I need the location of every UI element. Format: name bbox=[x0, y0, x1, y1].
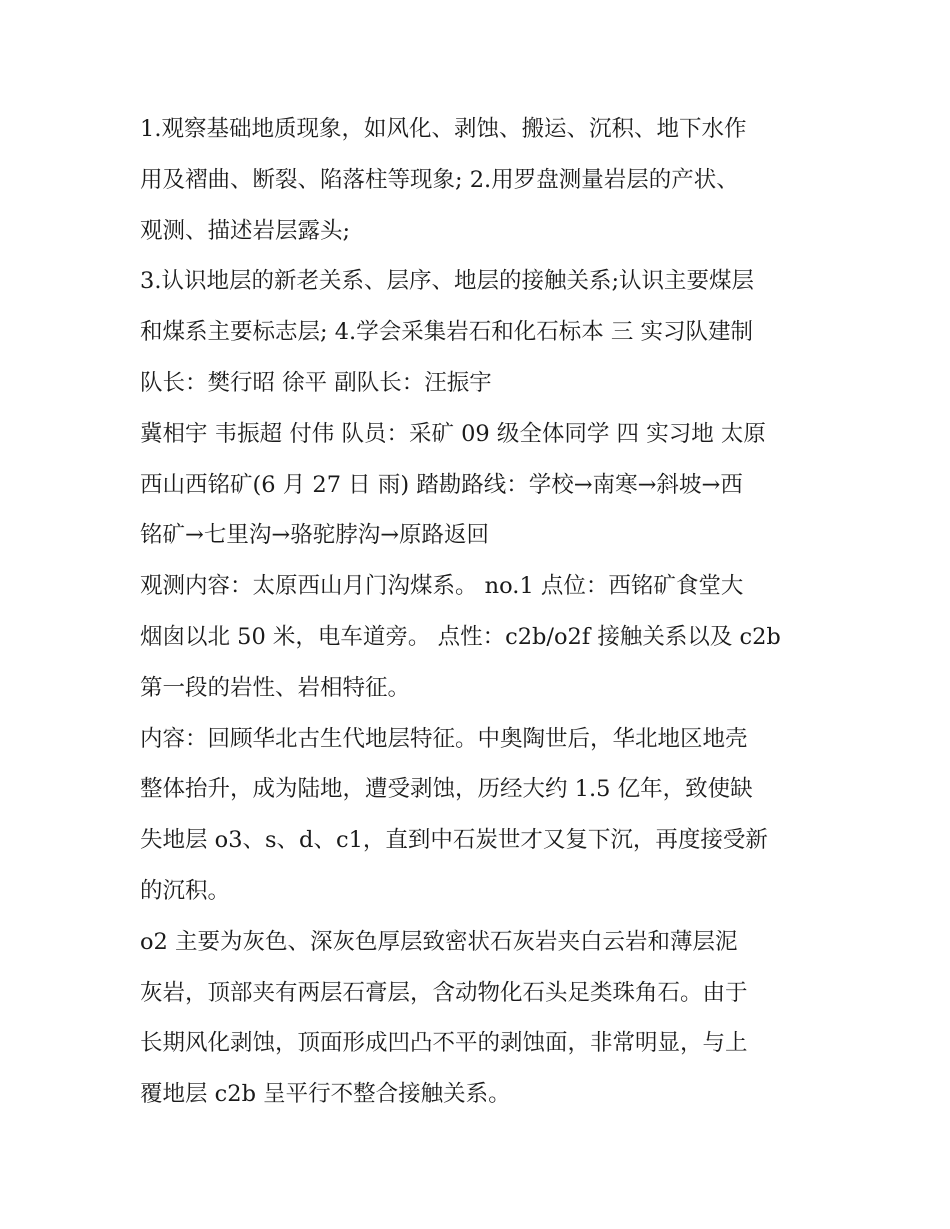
text-line: 用及褶曲、断裂、陷落柱等现象; 2.用罗盘测量岩层的产状、 bbox=[140, 166, 739, 193]
text-line: 覆地层 c2b 呈平行不整合接触关系。 bbox=[140, 1081, 511, 1108]
text-line: 长期风化剥蚀，顶面形成凹凸不平的剥蚀面，非常明显，与上 bbox=[140, 1030, 748, 1057]
document-body bbox=[140, 104, 820, 1120]
text-line: 铭矿→七里沟→骆驼脖沟→原路返回 bbox=[140, 522, 490, 549]
text-line: 冀相宇 韦振超 付伟 队员：采矿 09 级全体同学 四 实习地 太原 bbox=[140, 420, 766, 447]
text-line: 队长：樊行昭 徐平 副队长：汪振宇 bbox=[140, 369, 492, 396]
text-line: 失地层 o3、s、d、c1，直到中石炭世才又复下沉，再度接受新 bbox=[140, 827, 768, 854]
text-line: 观测内容：太原西山月门沟煤系。 no.1 点位：西铭矿食堂大 bbox=[140, 573, 744, 600]
text-line: 内容：回顾华北古生代地层特征。中奥陶世后，华北地区地壳 bbox=[140, 725, 748, 752]
text-line: o2 主要为灰色、深灰色厚层致密状石灰岩夹白云岩和薄层泥 bbox=[140, 928, 738, 955]
text-line: 整体抬升，成为陆地，遭受剥蚀，历经大约 1.5 亿年，致使缺 bbox=[140, 776, 753, 803]
text-line: 1.观察基础地质现象，如风化、剥蚀、搬运、沉积、地下水作 bbox=[140, 116, 747, 142]
text-line: 观测、描述岩层露头; bbox=[140, 217, 351, 244]
text-line: 灰岩，顶部夹有两层石膏层，含动物化石头足类珠角石。由于 bbox=[140, 979, 748, 1006]
text-line: 西山西铭矿(6 月 27 日 雨) 踏勘路线：学校→南寒→斜坡→西 bbox=[140, 471, 743, 498]
text-line: 第一段的岩性、岩相特征。 bbox=[140, 674, 411, 701]
text-line: 的沉积。 bbox=[140, 877, 231, 904]
text-line: 3.认识地层的新老关系、层序、地层的接触关系;认识主要煤层 bbox=[140, 268, 755, 295]
text-line: 和煤系主要标志层; 4.学会采集岩石和化石标本 三 实习队建制 bbox=[140, 319, 754, 346]
text-line: 烟囱以北 50 米，电车道旁。 点性：c2b/o2f 接触关系以及 c2b bbox=[140, 623, 781, 650]
